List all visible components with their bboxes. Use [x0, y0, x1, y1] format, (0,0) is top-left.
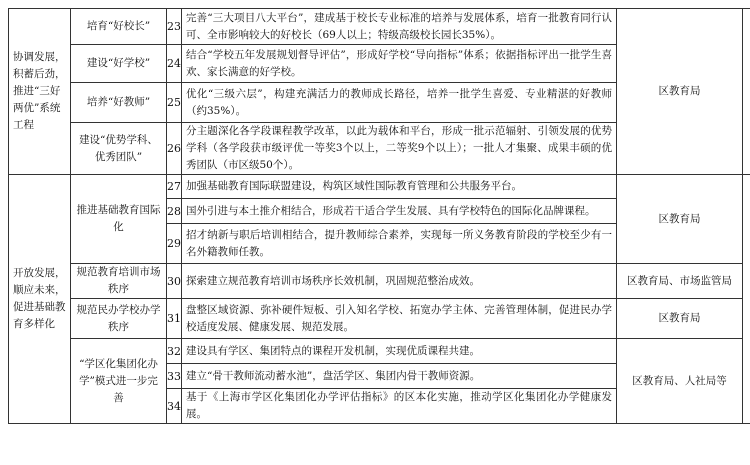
row-number: 23 [167, 9, 182, 45]
subtask-cell: 建设“好学校” [71, 45, 167, 83]
task-description: 建设具有学区、集团特点的课程开发机制，实现优质课程共建。 [182, 339, 617, 364]
responsible-unit: 区教育局 [617, 299, 743, 339]
table-row [9, 299, 750, 339]
subtask-cell: 培养“好教师” [71, 83, 167, 123]
task-description: 建立“骨干教师流动蓄水池”，盘活学区、集团内骨干教师资源。 [182, 364, 617, 389]
row-number: 29 [167, 224, 182, 264]
subtask-cell: 培育“好校长” [71, 9, 167, 45]
task-description: 完善“三大项目八大平台”，建成基于校长专业标准的培养与发展体系，培育一批教育同行认可、全市影响较大的好校长（69人以上；特级高级校长园长35%）。 [182, 9, 617, 45]
responsible-unit: 区教育局 [617, 9, 743, 175]
task-description: 国外引进与本土推介相结合，形成若干适合学生发展、具有学校特色的国际化品牌课程。 [182, 199, 617, 224]
row-number: 24 [167, 45, 182, 83]
responsible-unit: 区教育局 [617, 175, 743, 264]
subtask-cell: 建设“优势学科、优秀团队” [71, 123, 167, 175]
row-number: 32 [167, 339, 182, 364]
subtask-cell: 规范教育培训市场秩序 [71, 264, 167, 299]
task-description: 优化“三级六层”，构建充满活力的教师成长路径，培养一批学生喜爱、专业精湛的好教师（约35%）。 [182, 83, 617, 123]
row-number: 28 [167, 199, 182, 224]
category-cell: 协调发展，积蓄后劲，推进“三好两优”系统工程 [9, 9, 71, 175]
row-number: 25 [167, 83, 182, 123]
table-row [9, 264, 750, 299]
task-description: 分主题深化各学段课程教学改革，以此为载体和平台，形成一批示范辐射、引领发展的优势学科（各学段获市级评优一等奖3个以上，二等奖9个以上）；一批人才集聚、成果丰硕的优秀团队（市区级50个）。 [182, 123, 617, 175]
category-cell: 开放发展，顺应未来，促进基础教育多样化 [9, 175, 71, 424]
table-row [9, 175, 750, 199]
row-number: 27 [167, 175, 182, 199]
row-number: 26 [167, 123, 182, 175]
subtask-cell: 推进基础教育国际化 [71, 175, 167, 264]
task-description: 结合“学校五年发展规划督导评估”，形成好学校“导向指标”体系；依据指标评出一批学生喜欢、家长满意的好学校。 [182, 45, 617, 83]
row-number: 31 [167, 299, 182, 339]
task-description: 加强基础教育国际联盟建设，构筑区域性国际教育管理和公共服务平台。 [182, 175, 617, 199]
row-number: 30 [167, 264, 182, 299]
subtask-cell: 规范民办学校办学秩序 [71, 299, 167, 339]
task-description: 基于《上海市学区化集团化办学评估指标》的区本化实施，推动学区化集团化办学健康发展。 [182, 389, 617, 424]
subtask-cell: “学区化集团化办学”模式进一步完善 [71, 339, 167, 424]
task-description: 招才纳新与职后培训相结合，提升教师综合素养，实现每一所义务教育阶段的学校至少有一名外籍教师任教。 [182, 224, 617, 264]
responsible-unit: 区教育局、人社局等 [617, 339, 743, 424]
table-row [9, 339, 750, 364]
task-description: 盘整区域资源、弥补硬件短板、引入知名学校、拓宽办学主体、完善管理体制，促进民办学校适度发展、健康发展、规范发展。 [182, 299, 617, 339]
responsible-unit: 区教育局、市场监管局 [617, 264, 743, 299]
table-row [9, 9, 750, 45]
task-description: 探索建立规范教育培训市场秩序长效机制，巩固规范整治成效。 [182, 264, 617, 299]
row-number: 34 [167, 389, 182, 424]
row-number: 33 [167, 364, 182, 389]
plan-table [8, 8, 750, 424]
